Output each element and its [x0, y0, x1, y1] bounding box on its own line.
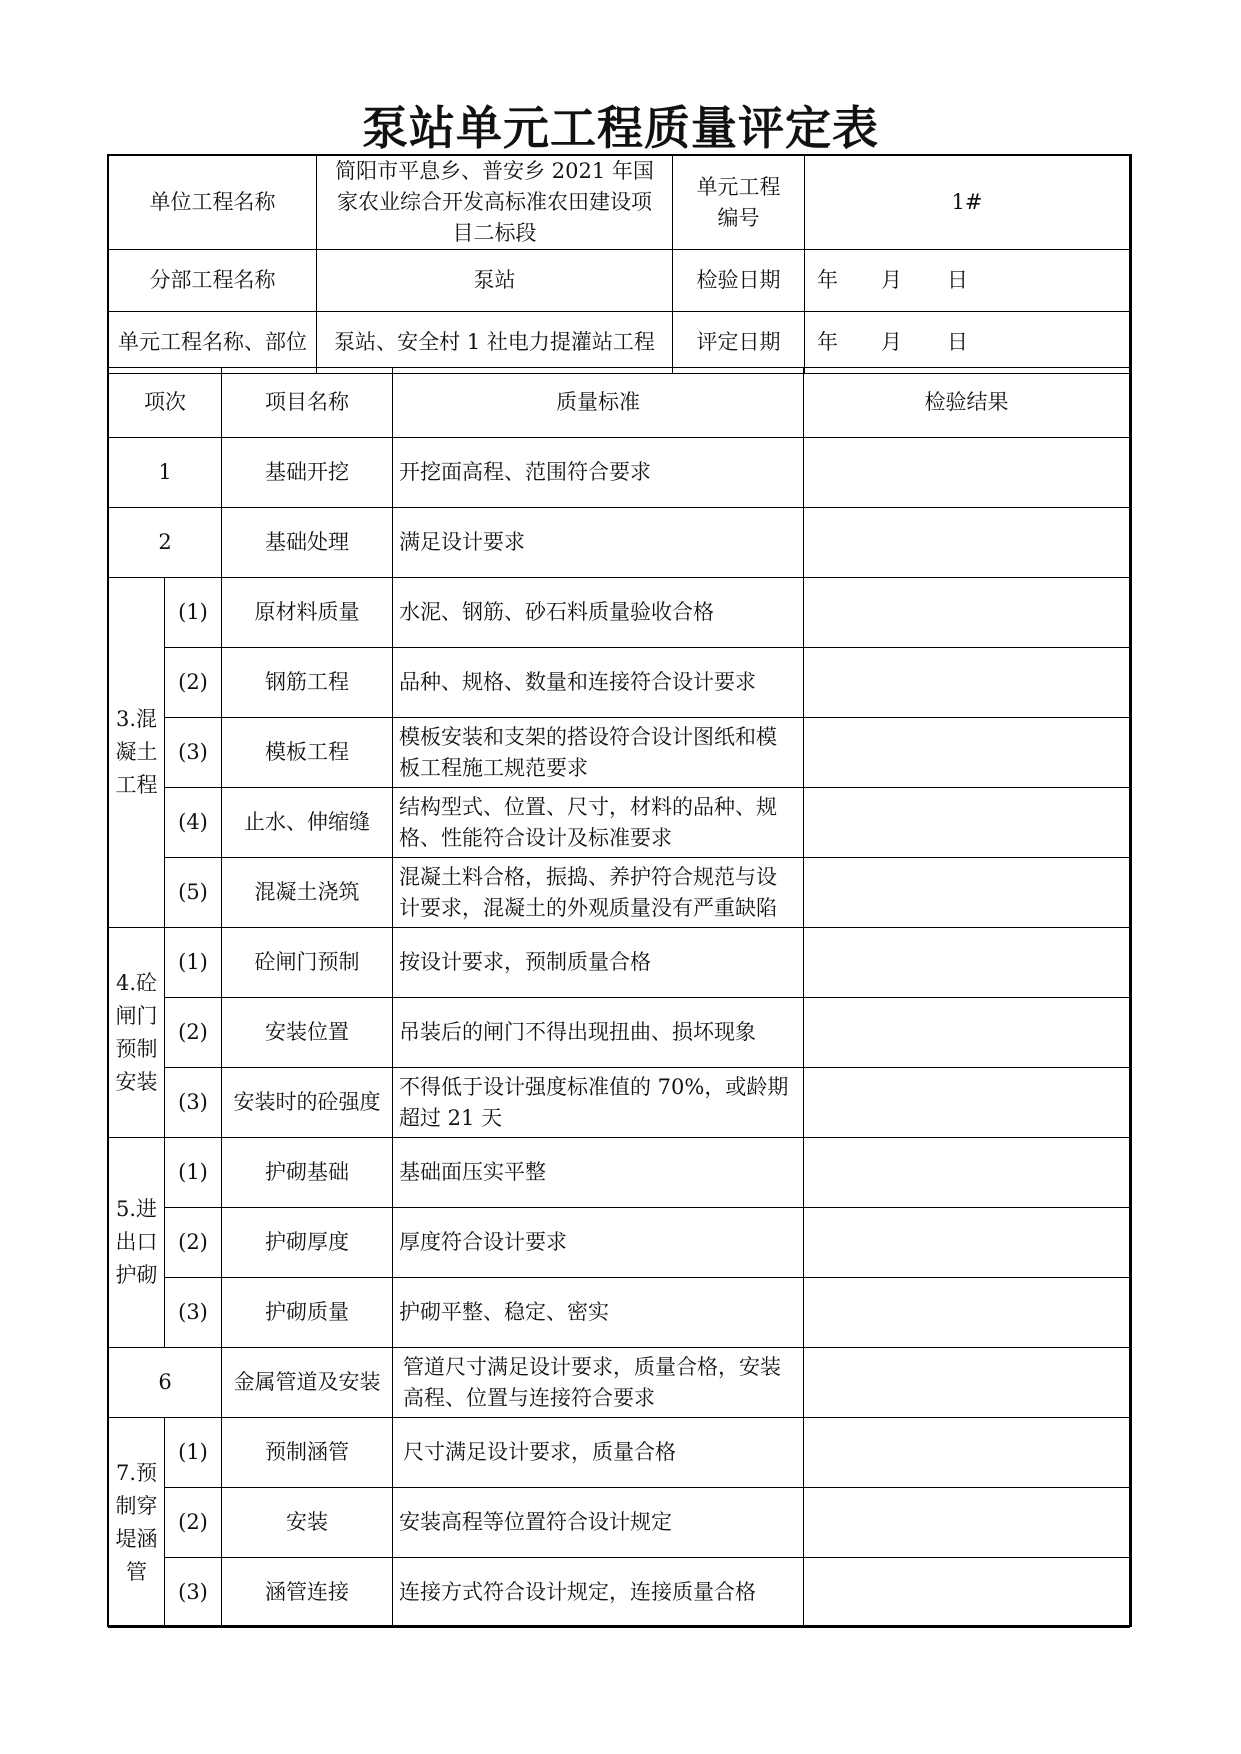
- date-year: 年: [817, 268, 838, 292]
- assess-date-field: [805, 312, 1130, 374]
- item-name: 基础开挖: [222, 438, 393, 508]
- table-row: [109, 648, 1130, 718]
- division-label: 分部工程名称: [109, 250, 317, 312]
- item-result-cell[interactable]: [804, 1488, 1130, 1558]
- item-result-cell[interactable]: [804, 1348, 1130, 1418]
- date-day: 日: [947, 268, 968, 292]
- item-standard: 开挖面高程、范围符合要求: [393, 438, 804, 508]
- page-title: 泵站单元工程质量评定表: [362, 101, 879, 155]
- inspect-date-label: 检验日期: [673, 250, 805, 312]
- item-subseq: (1): [165, 578, 222, 648]
- item-result-cell[interactable]: [804, 998, 1130, 1068]
- unit-project-value: 简阳市平息乡、普安乡 2021 年国家农业综合开发高标准农田建设项目二标段: [317, 156, 673, 250]
- item-name: 模板工程: [222, 718, 393, 788]
- table-row: [109, 928, 1130, 998]
- item-standard: 水泥、钢筋、砂石料质量验收合格: [393, 578, 804, 648]
- item-name: 止水、伸缩缝: [222, 788, 393, 858]
- items-table: [108, 367, 1130, 1628]
- item-seq: 2: [109, 508, 222, 578]
- item-standard: 结构型式、位置、尺寸，材料的品种、规格、性能符合设计及标准要求: [393, 788, 804, 858]
- item-standard: 品种、规格、数量和连接符合设计要求: [393, 648, 804, 718]
- item-result-cell[interactable]: [804, 1418, 1130, 1488]
- item-name: 护砌厚度: [222, 1208, 393, 1278]
- date-year: 年: [817, 330, 838, 354]
- item-result-cell[interactable]: [804, 508, 1130, 578]
- item-name: 原材料质量: [222, 578, 393, 648]
- item-subseq: (2): [165, 1488, 222, 1558]
- item-name: 基础处理: [222, 508, 393, 578]
- item-name: 安装: [222, 1488, 393, 1558]
- item-standard: 不得低于设计强度标准值的 70%，或龄期超过 21 天: [393, 1068, 804, 1138]
- item-standard: 按设计要求，预制质量合格: [393, 928, 804, 998]
- item-standard: 连接方式符合设计规定，连接质量合格: [393, 1558, 804, 1628]
- item-name: 涵管连接: [222, 1558, 393, 1628]
- item-subseq: (3): [165, 718, 222, 788]
- col-standard-header: 质量标准: [393, 368, 804, 438]
- element-value: 泵站、安全村 1 社电力提灌站工程: [317, 312, 673, 374]
- section-label: 4.砼闸门预制安装: [109, 928, 165, 1138]
- section-label: 5.进出口护砌: [109, 1138, 165, 1348]
- item-standard: 厚度符合设计要求: [393, 1208, 804, 1278]
- item-subseq: (1): [165, 1138, 222, 1208]
- item-result-cell[interactable]: [804, 438, 1130, 508]
- item-result-cell[interactable]: [804, 1558, 1130, 1628]
- col-result-header: 检验结果: [804, 368, 1130, 438]
- unit-project-label: 单位工程名称: [109, 156, 317, 250]
- item-standard: 满足设计要求: [393, 508, 804, 578]
- item-name: 安装位置: [222, 998, 393, 1068]
- item-result-cell[interactable]: [804, 788, 1130, 858]
- date-month: 月: [881, 268, 902, 292]
- table-row: [109, 438, 1130, 508]
- table-row: [109, 1138, 1130, 1208]
- table-row: [109, 1348, 1130, 1418]
- item-name: 混凝土浇筑: [222, 858, 393, 928]
- table-row: [109, 1488, 1130, 1558]
- item-name: 护砌基础: [222, 1138, 393, 1208]
- item-standard: 护砌平整、稳定、密实: [393, 1278, 804, 1348]
- item-name: 钢筋工程: [222, 648, 393, 718]
- table-row: [109, 718, 1130, 788]
- assess-date-label: 评定日期: [673, 312, 805, 374]
- table-row: [109, 1418, 1130, 1488]
- item-standard: 模板安装和支架的搭设符合设计图纸和模板工程施工规范要求: [393, 718, 804, 788]
- item-result-cell[interactable]: [804, 858, 1130, 928]
- item-name: 安装时的砼强度: [222, 1068, 393, 1138]
- table-row: [109, 1278, 1130, 1348]
- item-result-cell[interactable]: [804, 1278, 1130, 1348]
- item-subseq: (4): [165, 788, 222, 858]
- item-result-cell[interactable]: [804, 578, 1130, 648]
- item-seq: 1: [109, 438, 222, 508]
- item-result-cell[interactable]: [804, 1208, 1130, 1278]
- section-label: 7.预制穿堤涵管: [109, 1418, 165, 1628]
- item-name: 金属管道及安装: [222, 1348, 393, 1418]
- table-row: [109, 1068, 1130, 1138]
- item-subseq: (1): [165, 928, 222, 998]
- col-seq-header: 项次: [109, 368, 222, 438]
- item-standard: 基础面压实平整: [393, 1138, 804, 1208]
- item-standard: 混凝土料合格，振捣、养护符合规范与设计要求，混凝土的外观质量没有严重缺陷: [393, 858, 804, 928]
- item-result-cell[interactable]: [804, 648, 1130, 718]
- item-result-cell[interactable]: [804, 1068, 1130, 1138]
- col-name-header: 项目名称: [222, 368, 393, 438]
- item-subseq: (1): [165, 1418, 222, 1488]
- item-subseq: (3): [165, 1558, 222, 1628]
- table-row: [109, 508, 1130, 578]
- table-row: [109, 578, 1130, 648]
- section-label: 3.混凝土工程: [109, 578, 165, 928]
- item-subseq: (3): [165, 1278, 222, 1348]
- table-row: [109, 998, 1130, 1068]
- item-standard: 管道尺寸满足设计要求，质量合格，安装高程、位置与连接符合要求: [393, 1348, 804, 1418]
- item-subseq: (2): [165, 998, 222, 1068]
- item-standard: 安装高程等位置符合设计规定: [393, 1488, 804, 1558]
- table-row: [109, 1208, 1130, 1278]
- item-standard: 尺寸满足设计要求，质量合格: [393, 1418, 804, 1488]
- item-seq: 6: [109, 1348, 222, 1418]
- element-label: 单元工程名称、部位: [109, 312, 317, 374]
- date-day: 日: [947, 330, 968, 354]
- division-value: 泵站: [317, 250, 673, 312]
- item-standard: 吊装后的闸门不得出现扭曲、损坏现象: [393, 998, 804, 1068]
- item-result-cell[interactable]: [804, 718, 1130, 788]
- item-name: 预制涵管: [222, 1418, 393, 1488]
- item-subseq: (5): [165, 858, 222, 928]
- inspect-date-field: [805, 250, 1130, 312]
- item-subseq: (2): [165, 648, 222, 718]
- unit-no-value: 1#: [805, 156, 1130, 250]
- item-subseq: (3): [165, 1068, 222, 1138]
- table-row: [109, 788, 1130, 858]
- table-row: [109, 1558, 1130, 1628]
- item-name: 护砌质量: [222, 1278, 393, 1348]
- header-table: [108, 155, 1130, 374]
- unit-no-label: 单元工程编号: [673, 156, 805, 250]
- item-name: 砼闸门预制: [222, 928, 393, 998]
- table-row: [109, 858, 1130, 928]
- item-result-cell[interactable]: [804, 928, 1130, 998]
- item-result-cell[interactable]: [804, 1138, 1130, 1208]
- date-month: 月: [881, 330, 902, 354]
- item-subseq: (2): [165, 1208, 222, 1278]
